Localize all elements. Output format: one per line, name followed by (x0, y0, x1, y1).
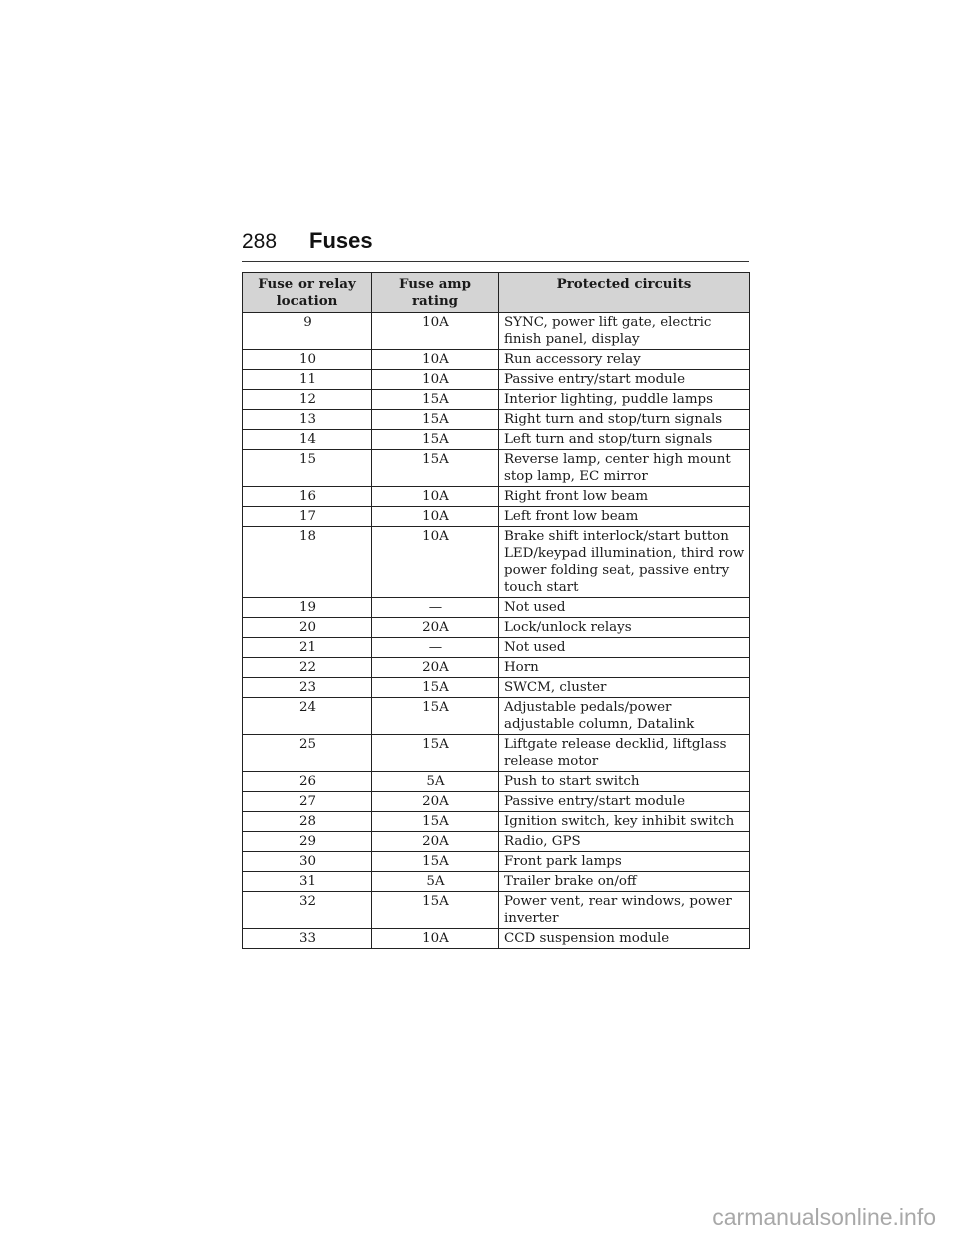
cell-fuse-location: 10 (243, 350, 372, 370)
page-number: 288 (242, 230, 278, 253)
cell-fuse-location: 17 (243, 507, 372, 527)
cell-fuse-location: 30 (243, 852, 372, 872)
cell-amp-rating: 10A (372, 487, 499, 507)
cell-amp-rating: 5A (372, 772, 499, 792)
table-row (243, 852, 750, 872)
table-row (243, 812, 750, 832)
cell-fuse-location: 15 (243, 450, 372, 487)
cell-protected-circuits: Not used (499, 598, 750, 618)
cell-amp-rating: 10A (372, 929, 499, 949)
table-row (243, 892, 750, 929)
table-row (243, 598, 750, 618)
table-row (243, 487, 750, 507)
table-row (243, 638, 750, 658)
cell-protected-circuits: SYNC, power lift gate, electric finish panel, display (499, 313, 750, 350)
cell-protected-circuits: Interior lighting, puddle lamps (499, 390, 750, 410)
cell-fuse-location: 23 (243, 678, 372, 698)
cell-protected-circuits: Trailer brake on/off (499, 872, 750, 892)
cell-amp-rating: — (372, 598, 499, 618)
table-row (243, 313, 750, 350)
cell-amp-rating: 15A (372, 430, 499, 450)
cell-amp-rating: 10A (372, 507, 499, 527)
cell-amp-rating: 5A (372, 872, 499, 892)
table-row (243, 678, 750, 698)
table-row (243, 735, 750, 772)
cell-fuse-location: 24 (243, 698, 372, 735)
section-title: Fuses (309, 228, 373, 253)
cell-fuse-location: 27 (243, 792, 372, 812)
cell-protected-circuits: Horn (499, 658, 750, 678)
cell-amp-rating: 20A (372, 618, 499, 638)
cell-protected-circuits: Brake shift interlock/start button LED/keypad illumination, third row power folding seat, passive entry touch start (499, 527, 750, 598)
table-row (243, 618, 750, 638)
cell-amp-rating: 15A (372, 698, 499, 735)
cell-amp-rating: 20A (372, 792, 499, 812)
cell-fuse-location: 20 (243, 618, 372, 638)
watermark: carmanualsonline.info (712, 1204, 936, 1230)
cell-fuse-location: 31 (243, 872, 372, 892)
cell-amp-rating: 15A (372, 852, 499, 872)
cell-protected-circuits: Lock/unlock relays (499, 618, 750, 638)
table-row (243, 430, 750, 450)
cell-protected-circuits: Not used (499, 638, 750, 658)
cell-amp-rating: 15A (372, 812, 499, 832)
cell-fuse-location: 13 (243, 410, 372, 430)
cell-fuse-location: 19 (243, 598, 372, 618)
table-row (243, 929, 750, 949)
cell-amp-rating: 10A (372, 350, 499, 370)
cell-amp-rating: 10A (372, 370, 499, 390)
cell-protected-circuits: Reverse lamp, center high mount stop lamp, EC mirror (499, 450, 750, 487)
cell-fuse-location: 9 (243, 313, 372, 350)
cell-protected-circuits: Ignition switch, key inhibit switch (499, 812, 750, 832)
page-header (242, 228, 749, 262)
fuse-table (242, 272, 750, 949)
table-header-row (243, 273, 750, 313)
cell-protected-circuits: CCD suspension module (499, 929, 750, 949)
cell-protected-circuits: SWCM, cluster (499, 678, 750, 698)
table-row (243, 410, 750, 430)
cell-fuse-location: 14 (243, 430, 372, 450)
table-row (243, 792, 750, 812)
header-protected-circuits: Protected circuits (499, 273, 750, 313)
table-row (243, 350, 750, 370)
cell-fuse-location: 18 (243, 527, 372, 598)
table-row (243, 507, 750, 527)
cell-amp-rating: 10A (372, 313, 499, 350)
cell-protected-circuits: Right front low beam (499, 487, 750, 507)
cell-amp-rating: — (372, 638, 499, 658)
table-row (243, 872, 750, 892)
cell-amp-rating: 20A (372, 658, 499, 678)
cell-protected-circuits: Power vent, rear windows, power inverter (499, 892, 750, 929)
cell-fuse-location: 28 (243, 812, 372, 832)
cell-protected-circuits: Push to start switch (499, 772, 750, 792)
cell-amp-rating: 10A (372, 527, 499, 598)
cell-amp-rating: 15A (372, 892, 499, 929)
cell-amp-rating: 15A (372, 390, 499, 410)
cell-fuse-location: 21 (243, 638, 372, 658)
cell-fuse-location: 32 (243, 892, 372, 929)
cell-protected-circuits: Right turn and stop/turn signals (499, 410, 750, 430)
table-body (243, 313, 750, 949)
cell-protected-circuits: Left front low beam (499, 507, 750, 527)
cell-amp-rating: 20A (372, 832, 499, 852)
header-fuse-location: Fuse or relay location (243, 273, 372, 313)
table-row (243, 772, 750, 792)
cell-protected-circuits: Passive entry/start module (499, 792, 750, 812)
table-row (243, 390, 750, 410)
cell-amp-rating: 15A (372, 678, 499, 698)
table-row (243, 658, 750, 678)
cell-protected-circuits: Left turn and stop/turn signals (499, 430, 750, 450)
cell-fuse-location: 22 (243, 658, 372, 678)
cell-amp-rating: 15A (372, 735, 499, 772)
table-row (243, 527, 750, 598)
header-amp-rating: Fuse amp rating (372, 273, 499, 313)
cell-protected-circuits: Radio, GPS (499, 832, 750, 852)
cell-amp-rating: 15A (372, 410, 499, 430)
cell-fuse-location: 33 (243, 929, 372, 949)
cell-fuse-location: 29 (243, 832, 372, 852)
table-row (243, 698, 750, 735)
cell-protected-circuits: Run accessory relay (499, 350, 750, 370)
table-row (243, 832, 750, 852)
cell-protected-circuits: Front park lamps (499, 852, 750, 872)
table-row (243, 370, 750, 390)
cell-fuse-location: 12 (243, 390, 372, 410)
cell-fuse-location: 26 (243, 772, 372, 792)
cell-protected-circuits: Adjustable pedals/power adjustable column, Datalink (499, 698, 750, 735)
cell-fuse-location: 11 (243, 370, 372, 390)
cell-fuse-location: 25 (243, 735, 372, 772)
cell-protected-circuits: Passive entry/start module (499, 370, 750, 390)
table-row (243, 450, 750, 487)
cell-protected-circuits: Liftgate release decklid, liftglass release motor (499, 735, 750, 772)
cell-amp-rating: 15A (372, 450, 499, 487)
cell-fuse-location: 16 (243, 487, 372, 507)
